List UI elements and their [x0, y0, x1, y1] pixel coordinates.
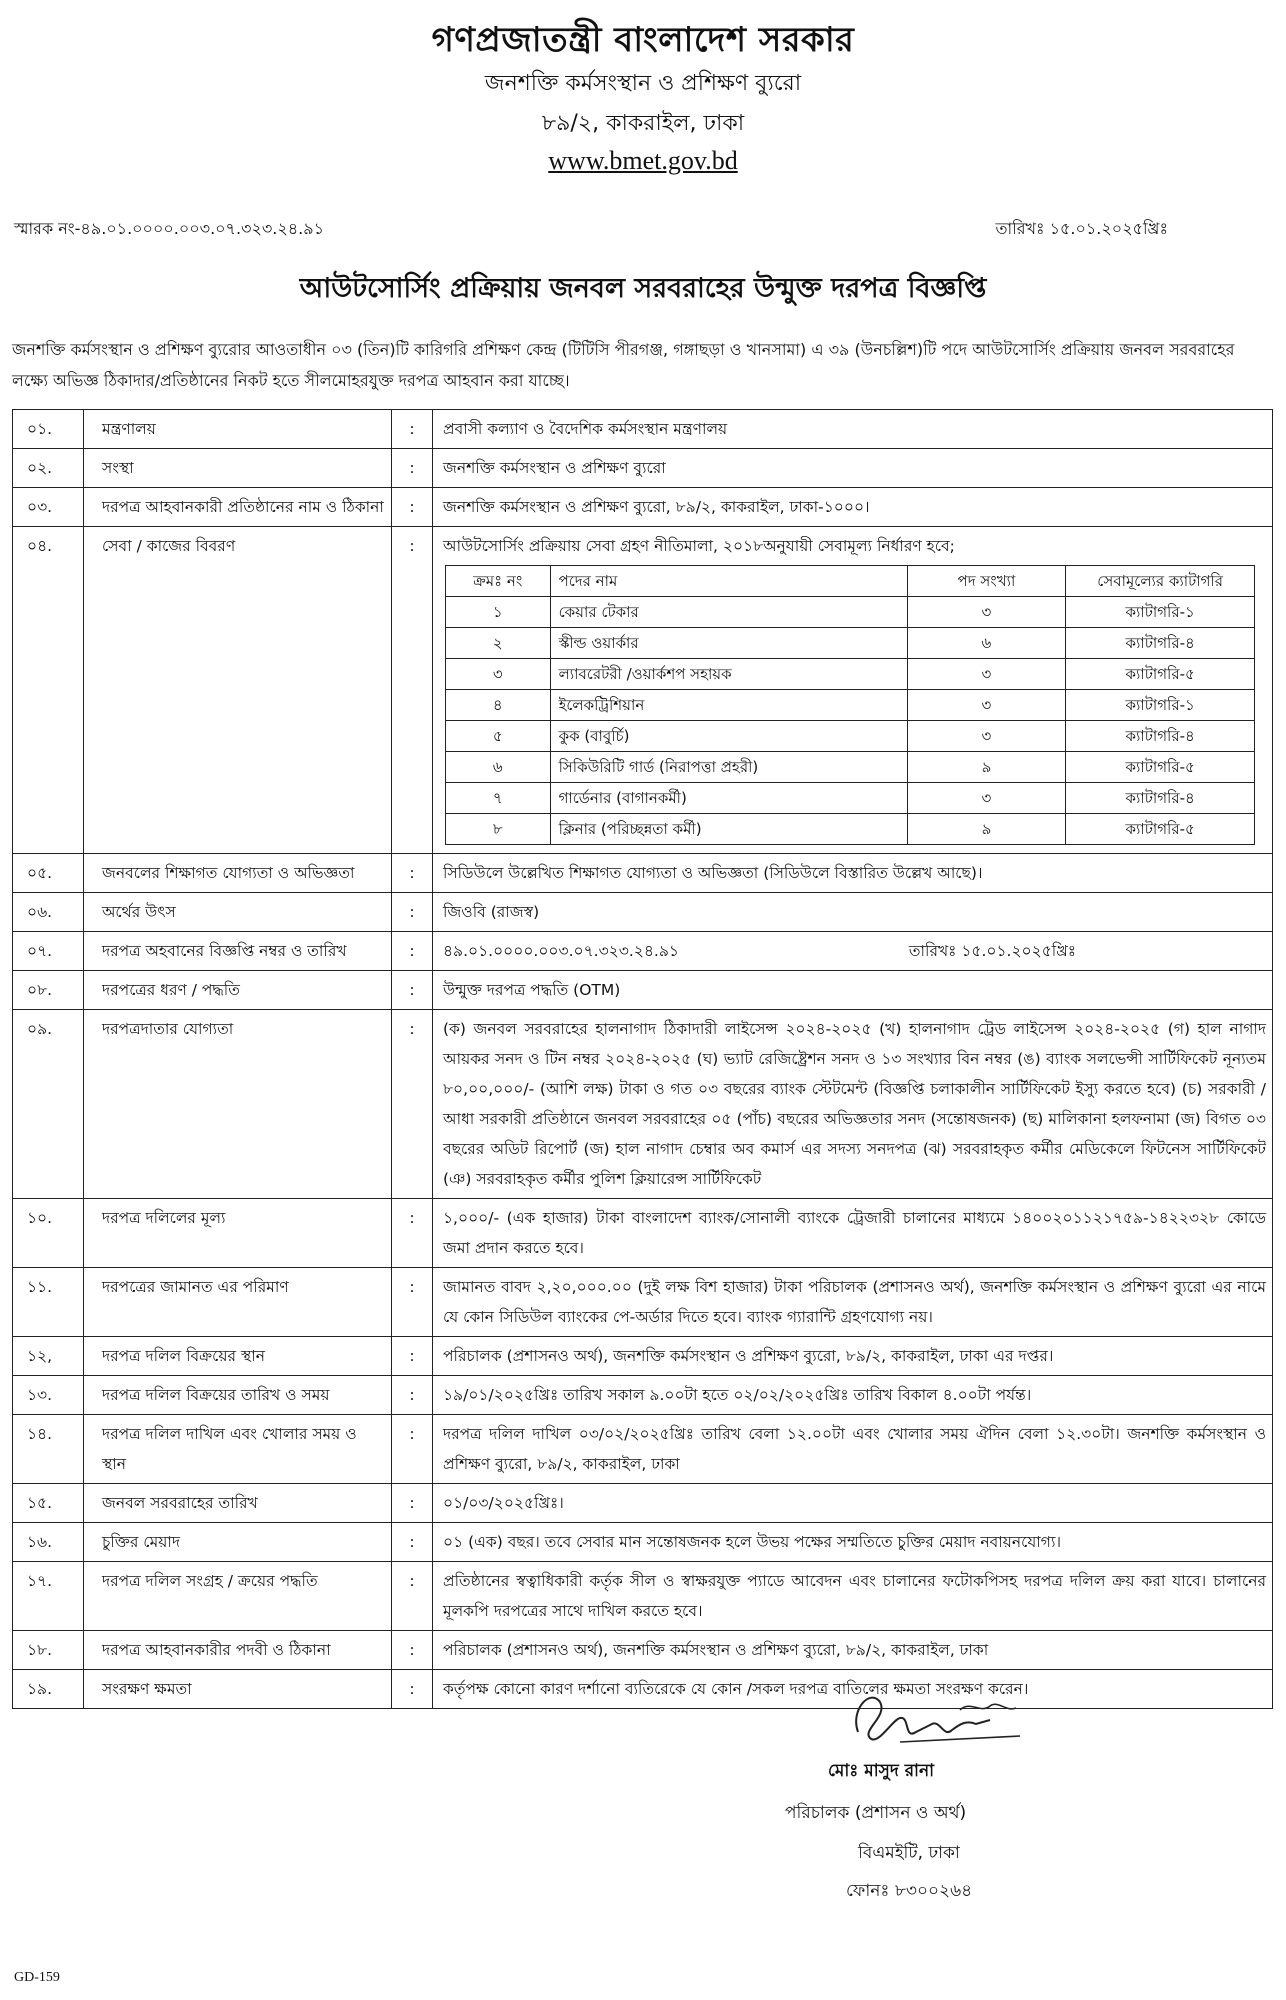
row-value — [433, 1010, 1273, 1199]
posts-cell: ৯ — [907, 752, 1066, 783]
row-value — [433, 1415, 1273, 1484]
row-separator: : — [392, 893, 433, 932]
posts-cell: ৮ — [446, 814, 551, 845]
row-separator: : — [392, 527, 433, 854]
row-label: দরপত্র আহবানকারীর পদবী ও ঠিকানা — [84, 1631, 392, 1670]
posts-cell: ক্যাটাগরি-৫ — [1066, 659, 1255, 690]
row-value-text: পরিচালক (প্রশাসনও অর্থ), জনশক্তি কর্মসংস্থান ও প্রশিক্ষণ ব্যুরো, ৮৯/২, কাকরাইল, ঢাকা — [443, 1641, 989, 1659]
row-number: ১৫. — [13, 1484, 84, 1523]
row-number: ১৯. — [13, 1670, 84, 1709]
row-value — [433, 932, 1273, 971]
office-address: ৮৯/২, কাকরাইল, ঢাকা — [541, 111, 745, 136]
posts-cell: ৯ — [907, 814, 1066, 845]
row-separator: : — [392, 1484, 433, 1523]
row-label: সংস্থা — [84, 449, 392, 488]
row-number: ০৬. — [13, 893, 84, 932]
row-separator: : — [392, 410, 433, 449]
detail-row — [13, 893, 1273, 932]
memo-number: স্মারক নং-৪৯.০১.০০০০.০০৩.০৭.৩২৩.২৪.৯১ — [14, 219, 324, 238]
row-value-text: প্রতিষ্ঠানের স্বত্বাধিকারী কর্তৃক সীল ও স্বাক্ষরযুক্ত প্যাডে আবেদন এবং চালানের ফটোকপিসহ দরপত্র দলিল ক্রয় করা যাবে। চালানের মূলকপি দরপত্রের সাথে দাখিল করতে হবে। — [443, 1572, 1266, 1620]
row-value-text: জনশক্তি কর্মসংস্থান ও প্রশিক্ষণ ব্যুরো, ৮৯/২, কাকরাইল, ঢাকা-১০০০। — [443, 498, 870, 516]
row-separator: : — [392, 449, 433, 488]
detail-row — [13, 1415, 1273, 1484]
posts-header-row — [446, 566, 1255, 597]
posts-row — [446, 721, 1255, 752]
posts-table — [445, 565, 1255, 845]
row-value-text: আউটসোর্সিং প্রক্রিয়ায় সেবা গ্রহণ নীতিমালা, ২০১৮অনুযায়ী সেবামূল্য নির্ধারণ হবে; — [443, 537, 955, 555]
posts-cell: ক্যাটাগরি-৪ — [1066, 628, 1255, 659]
row-value-text: ০১ (এক) বছর। তবে সেবার মান সন্তোষজনক হলে উভয় পক্ষের সম্মতিতে চুক্তির মেয়াদ নবায়নযোগ্য। — [443, 1533, 1062, 1551]
posts-cell: ৩ — [907, 659, 1066, 690]
posts-cell: ২ — [446, 628, 551, 659]
detail-row — [13, 932, 1273, 971]
row-label: সংরক্ষণ ক্ষমতা — [84, 1670, 392, 1709]
row-number: ০৪. — [13, 527, 84, 854]
detail-row — [13, 449, 1273, 488]
tender-details-table — [12, 409, 1273, 1709]
signature-mark — [840, 1680, 1040, 1760]
posts-header-cell: ক্রমঃ নং — [446, 566, 551, 597]
detail-row — [13, 971, 1273, 1010]
detail-row — [13, 1484, 1273, 1523]
row-label: দরপত্রদাতার যোগ্যতা — [84, 1010, 392, 1199]
row-separator: : — [392, 1268, 433, 1337]
row-value-text: জনশক্তি কর্মসংস্থান ও প্রশিক্ষণ ব্যুরো — [443, 459, 666, 477]
row-number: ১৮. — [13, 1631, 84, 1670]
row-separator: : — [392, 1337, 433, 1376]
row-value — [433, 893, 1273, 932]
posts-cell: ক্লিনার (পরিচ্ছন্নতা কর্মী) — [550, 814, 907, 845]
posts-row — [446, 628, 1255, 659]
row-value — [433, 1337, 1273, 1376]
posts-row — [446, 752, 1255, 783]
row-label: মন্ত্রণালয় — [84, 410, 392, 449]
signatory-office: বিএমইটি, ঢাকা — [858, 1843, 960, 1863]
posts-cell: ৩ — [907, 721, 1066, 752]
detail-row — [13, 1199, 1273, 1268]
row-number: ০৯. — [13, 1010, 84, 1199]
posts-row — [446, 597, 1255, 628]
government-title: গণপ্রজাতন্ত্রী বাংলাদেশ সরকার — [431, 20, 855, 60]
row-value-text: সিডিউলে উল্লেখিত শিক্ষাগত যোগ্যতা ও অভিজ্ঞতা (সিডিউলে বিস্তারিত উল্লেখ আছে)। — [443, 864, 983, 882]
row-label: দরপত্র দলিল সংগ্রহ / ক্রয়ের পদ্ধতি — [84, 1562, 392, 1631]
signatory-phone: ফোনঃ ৮৩০০২৬৪ — [846, 1881, 973, 1901]
row-separator: : — [392, 1376, 433, 1415]
row-value — [433, 1523, 1273, 1562]
posts-cell: ৩ — [907, 597, 1066, 628]
detail-row — [13, 410, 1273, 449]
posts-row — [446, 783, 1255, 814]
signatory-name: মোঃ মাসুদ রানা — [828, 1761, 935, 1781]
row-value-text: কর্তৃপক্ষ কোনো কারণ দর্শানো ব্যতিরেকে যে কোন /সকল দরপত্র বাতিলের ক্ষমতা সংরক্ষণ করেন। — [443, 1680, 1029, 1698]
posts-cell: ৪ — [446, 690, 551, 721]
posts-row — [446, 814, 1255, 845]
posts-cell: সিকিউরিটি গার্ড (নিরাপত্তা প্রহরী) — [550, 752, 907, 783]
row-separator: : — [392, 932, 433, 971]
posts-cell: ৬ — [907, 628, 1066, 659]
posts-header-cell: সেবামূল্যের ক্যাটাগরি — [1066, 566, 1255, 597]
row-number: ১৩. — [13, 1376, 84, 1415]
row-label: দরপত্র দলিল বিক্রয়ের তারিখ ও সময় — [84, 1376, 392, 1415]
row-separator: : — [392, 971, 433, 1010]
row-label: দরপত্র দলিল দাখিল এবং খোলার সময় ও স্থান — [84, 1415, 392, 1484]
posts-cell: ক্যাটাগরি-৫ — [1066, 752, 1255, 783]
row-value-date: তারিখঃ ১৫.০১.২০২৫খ্রিঃ — [908, 942, 1076, 960]
row-value-text: জামানত বাবদ ২,২০,০০০.০০ (দুই লক্ষ বিশ হাজার) টাকা পরিচালক (প্রশাসনও অর্থ), জনশক্তি কর্মসংস্থান ও প্রশিক্ষণ ব্যুরো এর নামে যে কোন সিডিউল ব্যাংকের পে-অর্ডার দিতে হবে। ব্যাংক গ্যারান্টি গ্রহণযোগ্য নয়। — [443, 1278, 1266, 1326]
notice-date: তারিখঃ ১৫.০১.২০২৫খ্রিঃ — [995, 219, 1168, 238]
signatory-designation: পরিচালক (প্রশাসন ও অর্থ) — [785, 1803, 967, 1823]
row-number: ০৭. — [13, 932, 84, 971]
posts-cell: ৩ — [907, 783, 1066, 814]
row-number: ০৫. — [13, 854, 84, 893]
posts-cell: ৩ — [446, 659, 551, 690]
row-separator: : — [392, 1199, 433, 1268]
posts-cell: ইলেকট্রিশিয়ান — [550, 690, 907, 721]
row-value-text: জিওবি (রাজস্ব) — [443, 903, 540, 921]
posts-cell: ক্যাটাগরি-৫ — [1066, 814, 1255, 845]
row-number: ০৮. — [13, 971, 84, 1010]
row-label: দরপত্র আহবানকারী প্রতিষ্ঠানের নাম ও ঠিকানা — [84, 488, 392, 527]
row-number: ১৪. — [13, 1415, 84, 1484]
row-label: জনবল সরবরাহের তারিখ — [84, 1484, 392, 1523]
row-separator: : — [392, 488, 433, 527]
posts-header-cell: পদ সংখ্যা — [907, 566, 1066, 597]
row-value — [433, 449, 1273, 488]
row-value — [433, 1562, 1273, 1631]
intro-paragraph: জনশক্তি কর্মসংস্থান ও প্রশিক্ষণ ব্যুরোর আওতাধীন ০৩ (তিন)টি কারিগরি প্রশিক্ষণ কেন্দ্র (টিটিসি পীরগঞ্জ, গঙ্গাছড়া ও খানসামা) এ ৩৯ (উনচল্লিশ)টি পদে আউটসোর্সিং প্রক্রিয়ায় জনবল সরবরাহের লক্ষ্যে অভিজ্ঞ ঠিকাদার/প্রতিষ্ঠানের নিকট হতে সীলমোহরযুক্ত দরপত্র আহবান করা যাচ্ছে। — [12, 340, 1235, 390]
row-label: দরপত্র দলিল বিক্রয়ের স্থান — [84, 1337, 392, 1376]
detail-row — [13, 1631, 1273, 1670]
row-value — [433, 1199, 1273, 1268]
row-label: দরপত্রের ধরণ / পদ্ধতি — [84, 971, 392, 1010]
detail-row — [13, 1562, 1273, 1631]
posts-cell: ল্যাবরেটরী /ওয়ার্কশপ সহায়ক — [550, 659, 907, 690]
row-label: দরপত্র অহবানের বিজ্ঞপ্তি নম্বর ও তারিখ — [84, 932, 392, 971]
row-value-text: ১৯/০১/২০২৫খ্রিঃ তারিখ সকাল ৯.০০টা হতে ০২/০২/২০২৫খ্রিঃ তারিখ বিকাল ৪.০০টা পর্যন্ত। — [443, 1386, 1032, 1404]
detail-row — [13, 1376, 1273, 1415]
row-number: ০২. — [13, 449, 84, 488]
row-label: জনবলের শিক্ষাগত যোগ্যতা ও অভিজ্ঞতা — [84, 854, 392, 893]
posts-cell: ৫ — [446, 721, 551, 752]
row-label: চুক্তির মেয়াদ — [84, 1523, 392, 1562]
row-separator: : — [392, 1523, 433, 1562]
row-separator: : — [392, 1631, 433, 1670]
row-value — [433, 1268, 1273, 1337]
row-value-text: উন্মুক্ত দরপত্র পদ্ধতি (OTM) — [443, 981, 621, 999]
row-number: ১৬. — [13, 1523, 84, 1562]
row-value-text: ১,০০০/- (এক হাজার) টাকা বাংলাদেশ ব্যাংক/সোনালী ব্যাংকে ট্রেজারী চালানের মাধ্যমে ১৪০০২০১১২১৭৫৯-১৪২২৩২৮ কোডে জমা প্রদান করতে হবে। — [443, 1209, 1266, 1257]
row-label: অর্থের উৎস — [84, 893, 392, 932]
row-separator: : — [392, 854, 433, 893]
row-separator: : — [392, 1562, 433, 1631]
row-number: ০১. — [13, 410, 84, 449]
posts-row — [446, 659, 1255, 690]
row-separator: : — [392, 1670, 433, 1709]
row-value-text: ০১/০৩/২০২৫খ্রিঃ। — [443, 1494, 564, 1512]
row-label: দরপত্র দলিলের মূল্য — [84, 1199, 392, 1268]
row-value-text: প্রবাসী কল্যাণ ও বৈদেশিক কর্মসংস্থান মন্ত্রণালয় — [443, 420, 728, 438]
posts-cell: ক্যাটাগরি-১ — [1066, 597, 1255, 628]
posts-header-cell: পদের নাম — [550, 566, 907, 597]
row-value-text: দরপত্র দলিল দাখিল ০৩/০২/২০২৫খ্রিঃ তারিখ বেলা ১২.০০টা এবং খোলার সময় ঐদিন বেলা ১২.৩০টা। জনশক্তি কর্মসংস্থান ও প্রশিক্ষণ ব্যুরো, ৮৯/২, কাকরাইল, ঢাকা — [443, 1425, 1266, 1473]
detail-row — [13, 1268, 1273, 1337]
row-value — [433, 1631, 1273, 1670]
detail-row — [13, 854, 1273, 893]
posts-cell: ৩ — [907, 690, 1066, 721]
detail-row — [13, 527, 1273, 854]
row-value — [433, 410, 1273, 449]
posts-cell: ৭ — [446, 783, 551, 814]
posts-cell: গার্ডেনার (বাগানকর্মী) — [550, 783, 907, 814]
row-value-text: পরিচালক (প্রশাসনও অর্থ), জনশক্তি কর্মসংস্থান ও প্রশিক্ষণ ব্যুরো, ৮৯/২, কাকরাইল, ঢাকা এর দপ্তর। — [443, 1347, 1054, 1365]
notice-title: আউটসোর্সিং প্রক্রিয়ায় জনবল সরবরাহের উন্মুক্ত দরপত্র বিজ্ঞপ্তি — [299, 273, 987, 304]
office-name: জনশক্তি কর্মসংস্থান ও প্রশিক্ষণ ব্যুরো — [484, 71, 802, 96]
website-link[interactable]: www.bmet.gov.bd — [548, 146, 738, 175]
row-value — [433, 1484, 1273, 1523]
row-label: দরপত্রের জামানত এর পরিমাণ — [84, 1268, 392, 1337]
row-number: ১৭. — [13, 1562, 84, 1631]
posts-cell: স্কীল্ড ওয়ার্কার — [550, 628, 907, 659]
posts-cell: ক্যাটাগরি-৪ — [1066, 721, 1255, 752]
row-value — [433, 1376, 1273, 1415]
detail-row — [13, 488, 1273, 527]
row-number: ১২, — [13, 1337, 84, 1376]
row-value — [433, 488, 1273, 527]
posts-cell: কেয়ার টেকার — [550, 597, 907, 628]
row-value — [433, 527, 1273, 854]
detail-row — [13, 1010, 1273, 1199]
posts-cell: কুক (বাবুর্চি) — [550, 721, 907, 752]
posts-cell: ক্যাটাগরি-৪ — [1066, 783, 1255, 814]
posts-row — [446, 690, 1255, 721]
row-separator: : — [392, 1010, 433, 1199]
row-separator: : — [392, 1415, 433, 1484]
row-value-text: ৪৯.০১.০০০০.০০৩.০৭.৩২৩.২৪.৯১ — [443, 942, 679, 960]
row-value-text: (ক) জনবল সরবরাহের হালনাগাদ ঠিকাদারী লাইসেন্স ২০২৪-২০২৫ (খ) হালনাগাদ ট্রেড লাইসেন্স ২০২৪-২০২৫ (গ) হাল নাগাদ আয়কর সনদ ও টিন নম্বর ২০২৪-২০২৫ (ঘ) ভ্যাট রেজিষ্ট্রেশন সনদ ও ১৩ সংখ্যার বিন নম্বর (ঙ) ব্যাংক সলভেন্সী সার্টিফিকেট নূন্যতম ৮০,০০,০০০/- (আশি লক্ষ) টাকা ও গত ০৩ বছরের ব্যাংক স্টেটমেন্ট (বিজ্ঞপ্তি চলাকালীন সার্টিফিকেট ইস্যু করতে হবে) (চ) সরকারী / আধা সরকারী প্রতিষ্ঠানে জনবল সরবরাহের ০৫ (পাঁচ) বছরের অভিজ্ঞতার সনদ (সন্তোষজনক) (ছ) মালিকানা হলফনামা (জ) বিগত ০৩ বছরের অডিট রিপোর্ট (জ) হাল নাগাদ চেম্বার অব কমার্স এর সদস্য সনদপত্র (ঝ) সরবরাহকৃত কর্মীর মেডিকেলে ফিটনেস সার্টিফিকেট (ঞ) সরবরাহকৃত কর্মীর পুলিশ ক্লিয়ারেন্স সার্টিফিকেট — [443, 1020, 1266, 1188]
posts-cell: ৬ — [446, 752, 551, 783]
row-value — [433, 971, 1273, 1010]
row-label: সেবা / কাজের বিবরণ — [84, 527, 392, 854]
row-value — [433, 854, 1273, 893]
row-number: ১১. — [13, 1268, 84, 1337]
row-number: ১০. — [13, 1199, 84, 1268]
footer-code: GD-159 — [14, 1970, 60, 1985]
detail-row — [13, 1523, 1273, 1562]
detail-row — [13, 1670, 1273, 1709]
row-number: ০৩. — [13, 488, 84, 527]
detail-row — [13, 1337, 1273, 1376]
posts-cell: ১ — [446, 597, 551, 628]
posts-cell: ক্যাটাগরি-১ — [1066, 690, 1255, 721]
